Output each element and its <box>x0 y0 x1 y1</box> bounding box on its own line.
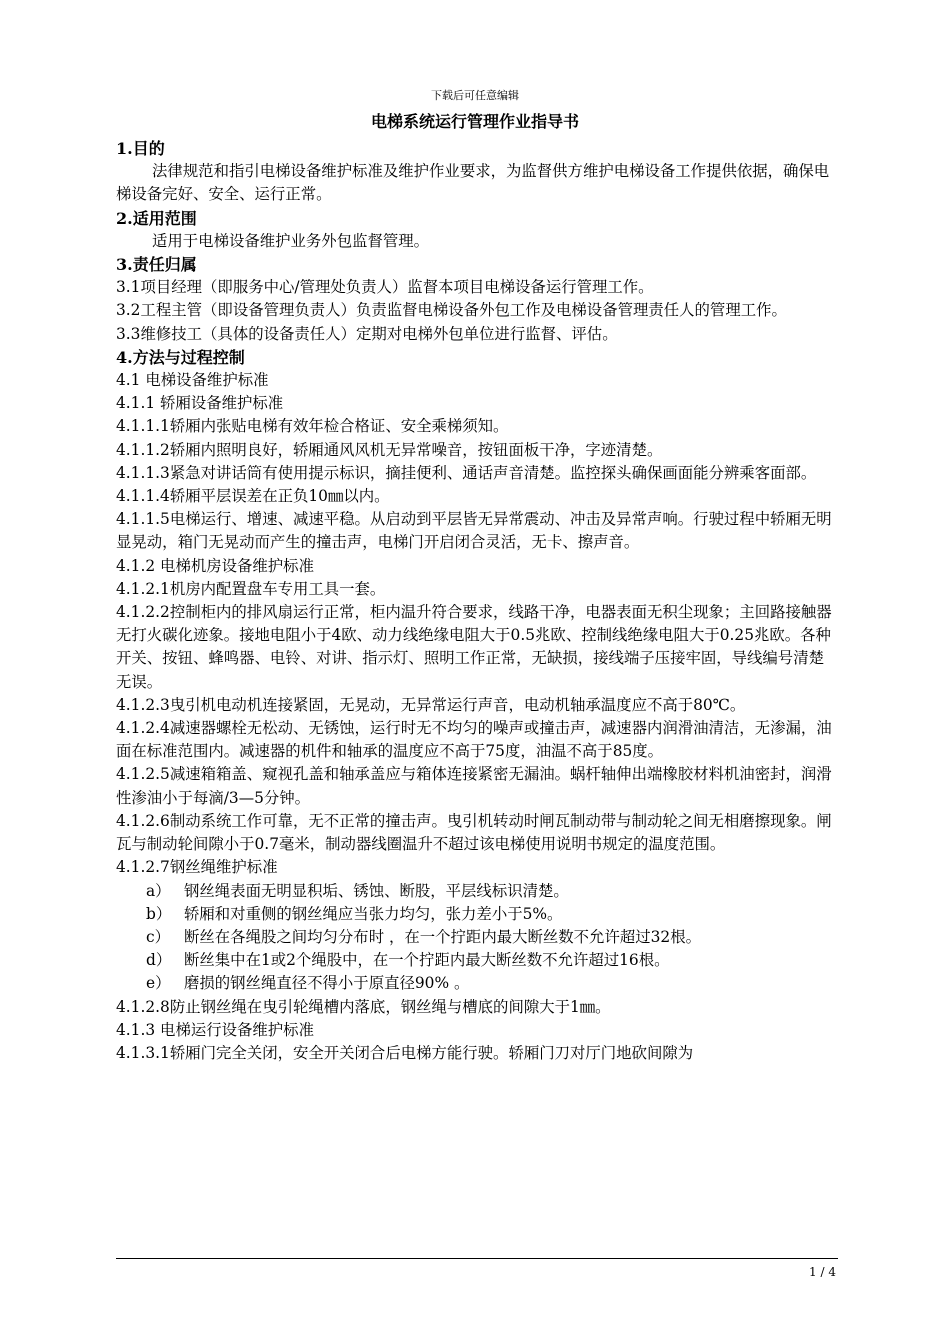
scope-text: 适用于电梯设备维护业务外包监督管理。 <box>152 231 430 250</box>
clause: 4.1.2.1机房内配置盘车专用工具一套。 <box>116 579 386 598</box>
list-item <box>116 880 838 903</box>
list-marker: b） <box>146 904 172 923</box>
clause: 4.1.2.2控制柜内的排风扇运行正常，柜内温升符合要求，线路干净，电器表面无积尘现象；主回路接触器无打火碳化迹象。接地电阻小于4欧、动力线绝缘电阻大于0.5兆欧、控制线绝缘电阻大于0.25兆欧。各种开关、按钮、蜂鸣器、电铃、对讲、指示灯、照明工作正常，无缺损，接线端子压接牢固，导线编号清楚无误。 <box>116 603 832 691</box>
clause: 4.1.2.7钢丝绳维护标准 <box>116 858 278 877</box>
responsibility-item: 3.2工程主管（即设备管理负责人）负责监督电梯设备外包工作及电梯设备管理责任人的管理工作。 <box>116 301 787 320</box>
page-number: 1 / 4 <box>809 1265 836 1279</box>
clause: 4.1.1.2轿厢内照明良好，轿厢通风风机无异常噪音，按钮面板干净，字迹清楚。 <box>116 440 663 459</box>
document-title: 电梯系统运行管理作业指导书 <box>370 112 579 131</box>
list-marker: e） <box>146 974 171 993</box>
subsection-heading: 4.1 电梯设备维护标准 <box>116 371 269 390</box>
subsection-heading: 4.1.2 电梯机房设备维护标准 <box>116 556 314 575</box>
list-marker: d） <box>146 951 172 970</box>
section-heading-responsibility: 3.责任归属 <box>116 255 197 275</box>
clause: 4.1.2.6制动系统工作可靠，无不正常的撞击声。曳引机转动时闸瓦制动带与制动轮之间无相磨擦现象。闸瓦与制动轮间隙小于0.7毫米，制动器线圈温升不超过该电梯使用说明书规定的温度范围。 <box>116 811 832 854</box>
list-marker: c） <box>146 927 171 946</box>
list-text: 钢丝绳表面无明显积垢、锈蚀、断股，平层线标识清楚。 <box>184 881 569 900</box>
list-item <box>116 972 838 995</box>
list-item <box>116 949 838 972</box>
subsection-heading: 4.1.1 轿厢设备维护标准 <box>116 394 284 413</box>
clause: 4.1.2.5减速箱箱盖、窥视孔盖和轴承盖应与箱体连接紧密无漏油。蜗杆轴伸出端橡胶材料机油密封，润滑性渗油小于每滴/3—5分钟。 <box>116 765 832 807</box>
responsibility-item: 3.3维修技工（具体的设备责任人）定期对电梯外包单位进行监督、评估。 <box>116 324 618 343</box>
header-note: 下载后可任意编辑 <box>431 89 519 102</box>
document-body <box>116 137 838 1065</box>
subsection-heading: 4.1.3 电梯运行设备维护标准 <box>116 1020 314 1039</box>
clause: 4.1.2.3曳引机电动机连接紧固，无晃动，无异常运行声音，电动机轴承温度应不高于80℃。 <box>116 695 746 714</box>
clause: 4.1.1.4轿厢平层误差在正负10㎜以内。 <box>116 487 390 506</box>
clause: 4.1.1.1轿厢内张贴电梯有效年检合格证、安全乘梯须知。 <box>116 417 509 436</box>
section-heading-purpose: 1.目的 <box>116 139 165 158</box>
responsibility-item: 3.1项目经理（即服务中心/管理处负责人）监督本项目电梯设备运行管理工作。 <box>116 278 654 297</box>
section-heading-method: 4.方法与过程控制 <box>116 347 245 367</box>
clause: 4.1.2.8防止钢丝绳在曳引轮绳槽内落底，钢丝绳与槽底的间隙大于1㎜。 <box>116 997 611 1016</box>
list-text: 磨损的钢丝绳直径不得小于原直径90% 。 <box>184 974 470 993</box>
list-text: 轿厢和对重侧的钢丝绳应当张力均匀，张力差小于5%。 <box>184 904 563 923</box>
clause: 4.1.2.4减速器螺栓无松动、无锈蚀，运行时无不均匀的噪声或撞击声，减速器内润滑油清洁，无渗漏，油面在标准范围内。减速器的机件和轴承的温度应不高于75度，油温不高于85度。 <box>116 719 832 761</box>
purpose-text: 法律规范和指引电梯设备维护标准及维护作业要求，为监督供方维护电梯设备工作提供依据，确保电梯设备完好、安全、运行正常。 <box>116 162 830 204</box>
clause: 4.1.1.5电梯运行、增速、减速平稳。从启动到平层皆无异常震动、冲击及异常声响。行驶过程中轿厢无明显晃动，箱门无晃动而产生的撞击声，电梯门开启闭合灵活，无卡、擦声音。 <box>116 510 832 552</box>
clause: 4.1.1.3紧急对讲话筒有使用提示标识，摘挂便利、通话声音清楚。监控探头确保画面能分辨乘客面部。 <box>116 463 817 482</box>
list-text: 断丝在各绳股之间均匀分布时 ，在一个拧距内最大断丝数不允许超过32根。 <box>184 927 701 946</box>
clause: 4.1.3.1轿厢门完全关闭，安全开关闭合后电梯方能行驶。轿厢门刀对厅门地砍间隙为 <box>116 1043 694 1062</box>
list-text: 断丝集中在1或2个绳股中，在一个拧距内最大断丝数不允许超过16根。 <box>184 951 670 970</box>
list-item <box>116 903 838 926</box>
list-item <box>116 926 838 949</box>
footer-divider <box>116 1258 838 1259</box>
list-marker: a） <box>146 881 171 900</box>
section-heading-scope: 2.适用范围 <box>116 208 197 228</box>
